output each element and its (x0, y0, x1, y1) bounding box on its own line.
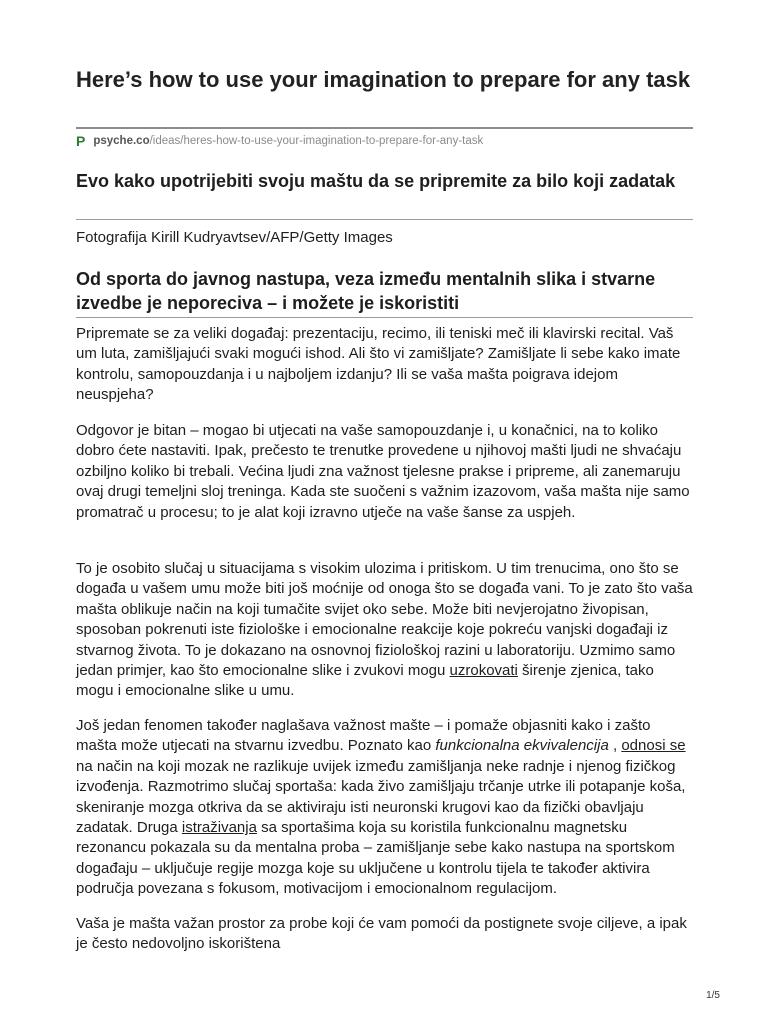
lead-divider (76, 317, 693, 318)
source-domain-link[interactable]: psyche.co (93, 135, 150, 147)
source-line (76, 132, 483, 150)
link-istrazivanja[interactable]: istraživanja (181, 819, 257, 837)
page-number: 1/5 (706, 990, 720, 1001)
paragraph-1: Pripremate se za veliki događaj: prezentaciju, recimo, ili teniski meč ili klavirski recital. Vaš um luta, zamišljajući svaki mogući ishod. Ali što vi zamišljate? Zamišljate li sebe kako imate kontrolu, samopouzdanja i u najboljem izdanju? Ili se vaša mašta poigrava idejom neuspjeha? (76, 325, 681, 404)
paragraph-3: To je osobito slučaj u situacijama s visokim ulozima i pritiskom. U tim trenucima, ono što se događa u vašem umu može biti još moćnije od onoga što se događa vani. To je zato što vaša mašta oblikuje način na koji tumačite svijet oko sebe. Može biti nevjerojatno živopisan, sposoban pokrenuti iste fiziološke i emocionalne reakcije koje pokreću vanjski događaji iz stvarnog života. To je dokazano na osnovnoj fiziološkoj razini u laboratoriju. Uzmimo samo jedan primjer, kao što emocionalne slike i zvukovi mogu uzrokovati širenje zjenica, tako mogu i emocionalne slike u umu. (76, 560, 693, 700)
paragraph-2: Odgovor je bitan – mogao bi utjecati na vaše samopouzdanje i, u konačnici, na to koliko dobro ćete nastaviti. Ipak, prečesto te trenutke provedene u njihovoj mašti ljudi ne shvaćaju ozbiljno koliko bi trebali. Većina ljudi zna važnost tjelesne prakse i pripreme, ali zanemaruju ovaj drugi temeljni sloj treninga. Kada ste suočeni s važnim izazovom, vaša mašta nije samo promatrač u procesu; to je alat koji izravno utječe na vaše šanse za uspjeh. (76, 422, 690, 521)
link-odnosi-se[interactable]: odnosi se (621, 737, 686, 755)
subtitle-divider (76, 219, 693, 220)
psyche-logo-icon: P (76, 133, 86, 149)
article-title: Here’s how to use your imagination to prepare for any task (76, 67, 691, 92)
title-divider (76, 127, 693, 129)
paragraph-5: Vaša je mašta važan prostor za probe koji će vam pomoći da postignete svoje ciljeve, a ipak je često nedovoljno iskorištena (76, 915, 687, 953)
source-path: /ideas/heres-how-to-use-your-imagination-to-prepare-for-any-task (149, 135, 484, 147)
article-lead: Od sporta do javnog nastupa, veza između mentalnih slika i stvarne izvedbe je neporeciva – i možete je iskoristiti (76, 269, 656, 313)
photo-credit: Fotografija Kirill Kudryavtsev/AFP/Getty Images (76, 229, 393, 246)
link-uzrokovati[interactable]: uzrokovati (449, 662, 518, 680)
article-subtitle: Evo kako upotrijebiti svoju maštu da se pripremite za bilo koji zadatak (76, 171, 676, 191)
term-emphasis: funkcionalna ekvivalencija (435, 737, 609, 755)
paragraph-4: Još jedan fenomen također naglašava važnost mašte – i pomaže objasniti kako i zašto mašta može utjecati na stvarnu izvedbu. Poznato kao funkcionalna ekvivalencija , odnosi se na način na koji mozak ne razlikuje uvijek između zamišljanja neke radnje i njenog fizičkog izvođenja. Razmotrimo slučaj sportaša: kada živo zamišljaju trčanje utrke ili potapanje koša, skeniranje mozga otkriva da se aktiviraju isti neuronski krugovi kao da fizički obavljaju zadatak. Druga istraživanja sa sportašima koja su koristila funkcionalnu magnetsku rezonancu pokazala su da mentalna proba – zamišljanje sebe kako nastupa na sportskom događaju – uključuje regije mozga koje su uključene u kontrolu tijela te također aktivira područja povezana s fokusom, motivacijom i emocionalnom regulacijom. (76, 717, 686, 898)
